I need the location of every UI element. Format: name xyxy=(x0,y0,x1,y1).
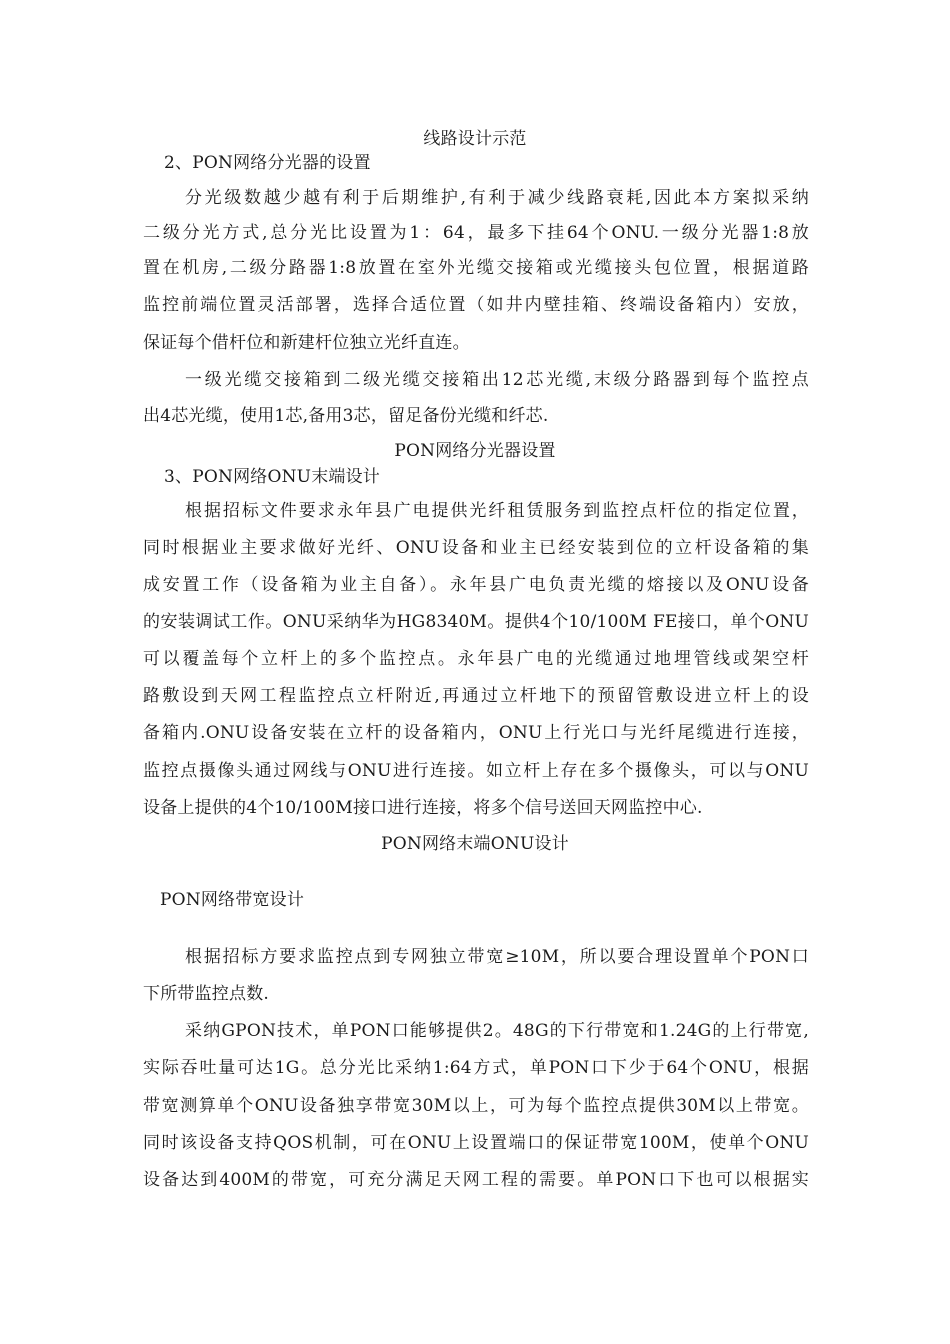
section-heading: 3、PON网络ONU末端设计 xyxy=(164,467,381,487)
section-heading: 2、PON网络分光器的设置 xyxy=(164,153,371,173)
paragraph-line: 同时该设备支持QOS机制，可在ONU上设置端口的保证带宽100M，使单个ONU xyxy=(143,1133,809,1153)
paragraph-line: 置在机房,二级分路器1:8放置在室外光缆交接箱或光缆接头包位置，根据道路 xyxy=(143,258,809,278)
paragraph-line: 保证每个借杆位和新建杆位独立光纤直连。 xyxy=(143,333,470,353)
document-title: 线路设计示范 xyxy=(423,129,527,149)
paragraph-line: 成安置工作（设备箱为业主自备）。永年县广电负责光缆的熔接以及ONU设备 xyxy=(143,575,809,595)
paragraph-line: 下所带监控点数. xyxy=(143,984,270,1004)
paragraph-line: 实际吞吐量可达1G。总分光比采纳1:64方式，单PON口下少于64个ONU，根据 xyxy=(143,1058,809,1078)
paragraph-line: 二级分光方式,总分光比设置为1：64，最多下挂64个ONU.一级分光器1:8放 xyxy=(143,223,809,243)
paragraph-line: 的安装调试工作。ONU采纳华为HG8340M。提供4个10/100M FE接口，单个ONU xyxy=(143,612,809,632)
section-heading: PON网络带宽设计 xyxy=(160,890,305,910)
paragraph-line: 采纳GPON技术，单PON口能够提供2。48G的下行带宽和1.24G的上行带宽, xyxy=(185,1021,809,1041)
paragraph-line: 根据招标文件要求永年县广电提供光纤租赁服务到监控点杆位的指定位置， xyxy=(185,501,809,521)
paragraph-line: 根据招标方要求监控点到专网独立带宽≥10M，所以要合理设置单个PON口 xyxy=(185,947,809,967)
paragraph-line: 可以覆盖每个立杆上的多个监控点。永年县广电的光缆通过地埋管线或架空杆 xyxy=(143,649,809,669)
paragraph-line: 设备达到400M的带宽，可充分满足天网工程的需要。单PON口下也可以根据实 xyxy=(143,1170,809,1190)
paragraph-line: 分光级数越少越有利于后期维护,有利于减少线路衰耗,因此本方案拟采纳 xyxy=(185,188,809,208)
paragraph-line: 监控点摄像头通过网线与ONU进行连接。如立杆上存在多个摄像头，可以与ONU xyxy=(143,761,809,781)
paragraph-line: 一级光缆交接箱到二级光缆交接箱出12芯光缆,末级分路器到每个监控点 xyxy=(185,370,809,390)
paragraph-line: 出4芯光缆，使用1芯,备用3芯，留足备份光缆和纤芯. xyxy=(143,406,549,426)
figure-caption: PON网络末端ONU设计 xyxy=(381,834,569,854)
paragraph-line: 路敷设到天网工程监控点立杆附近,再通过立杆地下的预留管敷设进立杆上的设 xyxy=(143,686,809,706)
figure-caption: PON网络分光器设置 xyxy=(394,441,556,461)
paragraph-line: 设备上提供的4个10/100M接口进行连接，将多个信号送回天网监控中心. xyxy=(143,798,703,818)
paragraph-line: 同时根据业主要求做好光纤、ONU设备和业主已经安装到位的立杆设备箱的集 xyxy=(143,538,809,558)
paragraph-line: 带宽测算单个ONU设备独享带宽30M以上，可为每个监控点提供30M以上带宽。 xyxy=(143,1096,809,1116)
paragraph-line: 备箱内.ONU设备安装在立杆的设备箱内，ONU上行光口与光纤尾缆进行连接， xyxy=(143,723,809,743)
paragraph-line: 监控前端位置灵活部署，选择合适位置（如井内壁挂箱、终端设备箱内）安放， xyxy=(143,295,809,315)
